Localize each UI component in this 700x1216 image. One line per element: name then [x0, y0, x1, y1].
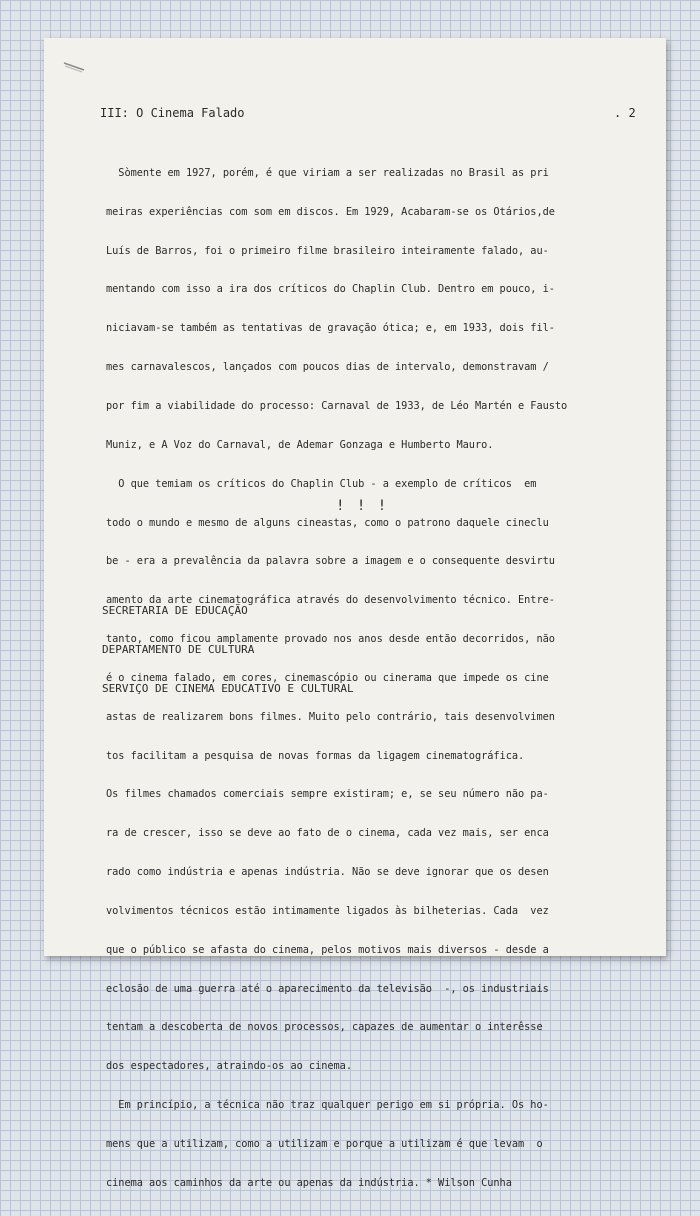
text-line: mens que a utilizam, como a utilizam e porque a utilizam é que levam o [106, 1138, 543, 1150]
text-line: rado como indústria e apenas indústria. Não se deve ignorar que os desen [106, 866, 549, 879]
text-line: niciavam-se também as tentativas de gravação ótica; e, em 1933, dois fil- [106, 322, 555, 335]
text-line: tanto, como ficou amplamente provado nos anos desde então decorridos, não [106, 633, 555, 646]
text-line: Muniz, e A Voz do Carnaval, de Ademar Gonzaga e Humberto Mauro. [106, 438, 494, 451]
text-line: é o cinema falado, em cores, cinemascópio ou cinerama que impede os cine [106, 671, 549, 684]
text-line: dos espectadores, atraindo-os ao cinema. [106, 1060, 352, 1073]
section-title: III: O Cinema Falado [100, 106, 245, 120]
footer-line: DEPARTAMENTO DE CULTURA [102, 643, 255, 656]
text-line: be - era a prevalência da palavra sobre a imagem e o consequente desvirtu [106, 555, 555, 568]
text-line: todo o mundo e mesmo de alguns cineastas, como o patrono daquele cineclu [106, 516, 549, 529]
text-line: Sòmente em 1927, porém, é que viriam a ser realizadas no Brasil as pri [106, 166, 549, 179]
page-number: . 2 [614, 106, 636, 120]
text-line: amento da arte cinematográfica através do desenvolvimento técnico. Entre- [106, 594, 555, 607]
text-line: Em princípio, a técnica não traz qualquer perigo em si própria. Os ho- [106, 1099, 549, 1112]
text-line: cinema aos caminhos da arte ou apenas da indústria. * Wilson Cunha [106, 1176, 512, 1189]
typed-page [44, 38, 666, 1189]
text-line: volvimentos técnicos estão intimamente ligados às bilheterias. Cada vez [106, 904, 549, 917]
text-line: que o público se afasta do cinema, pelos motivos mais diversos - desde a [106, 943, 549, 956]
staple-mark-icon [62, 60, 88, 74]
footer-line: SECRETARIA DE EDUCAÇÃO [102, 604, 248, 617]
text-line: tos facilitam a pesquisa de novas formas da ligagem cinematográfica. [106, 749, 525, 762]
text-line: O que temiam os críticos do Chaplin Club - a exemplo de críticos em [106, 477, 537, 490]
text-line: Os filmes chamados comerciais sempre existiram; e, se seu número não pa- [106, 788, 549, 801]
text-line: por fim a viabilidade do processo: Carnaval de 1933, de Léo Martén e Fausto [106, 399, 568, 412]
text-line: mentando com isso a ira dos críticos do Chaplin Club. Dentro em pouco, i- [106, 283, 555, 296]
text-line: Luís de Barros, foi o primeiro filme brasileiro inteiramente falado, au- [106, 244, 549, 257]
text-line: meiras experiências com som em discos. Em 1929, Acabaram-se os Otários,de [106, 205, 555, 218]
footer-block [102, 578, 354, 721]
section-separator: ! ! ! [336, 498, 389, 514]
text-line: astas de realizarem bons filmes. Muito pelo contrário, tais desenvolvimen [106, 710, 555, 723]
text-line: ra de crescer, isso se deve ao fato de o cinema, cada vez mais, ser enca [106, 827, 549, 840]
text-line: eclosão de uma guerra até o aparecimento da televisão -, os industriais [106, 982, 549, 995]
text-line: tentam a descoberta de novos processos, capazes de aumentar o interêsse [106, 1021, 543, 1034]
footer-line: SERVIÇO DE CINEMA EDUCATIVO E CULTURAL [102, 682, 354, 695]
text-line: mes carnavalescos, lançados com poucos dias de intervalo, demonstravam / [106, 361, 549, 374]
